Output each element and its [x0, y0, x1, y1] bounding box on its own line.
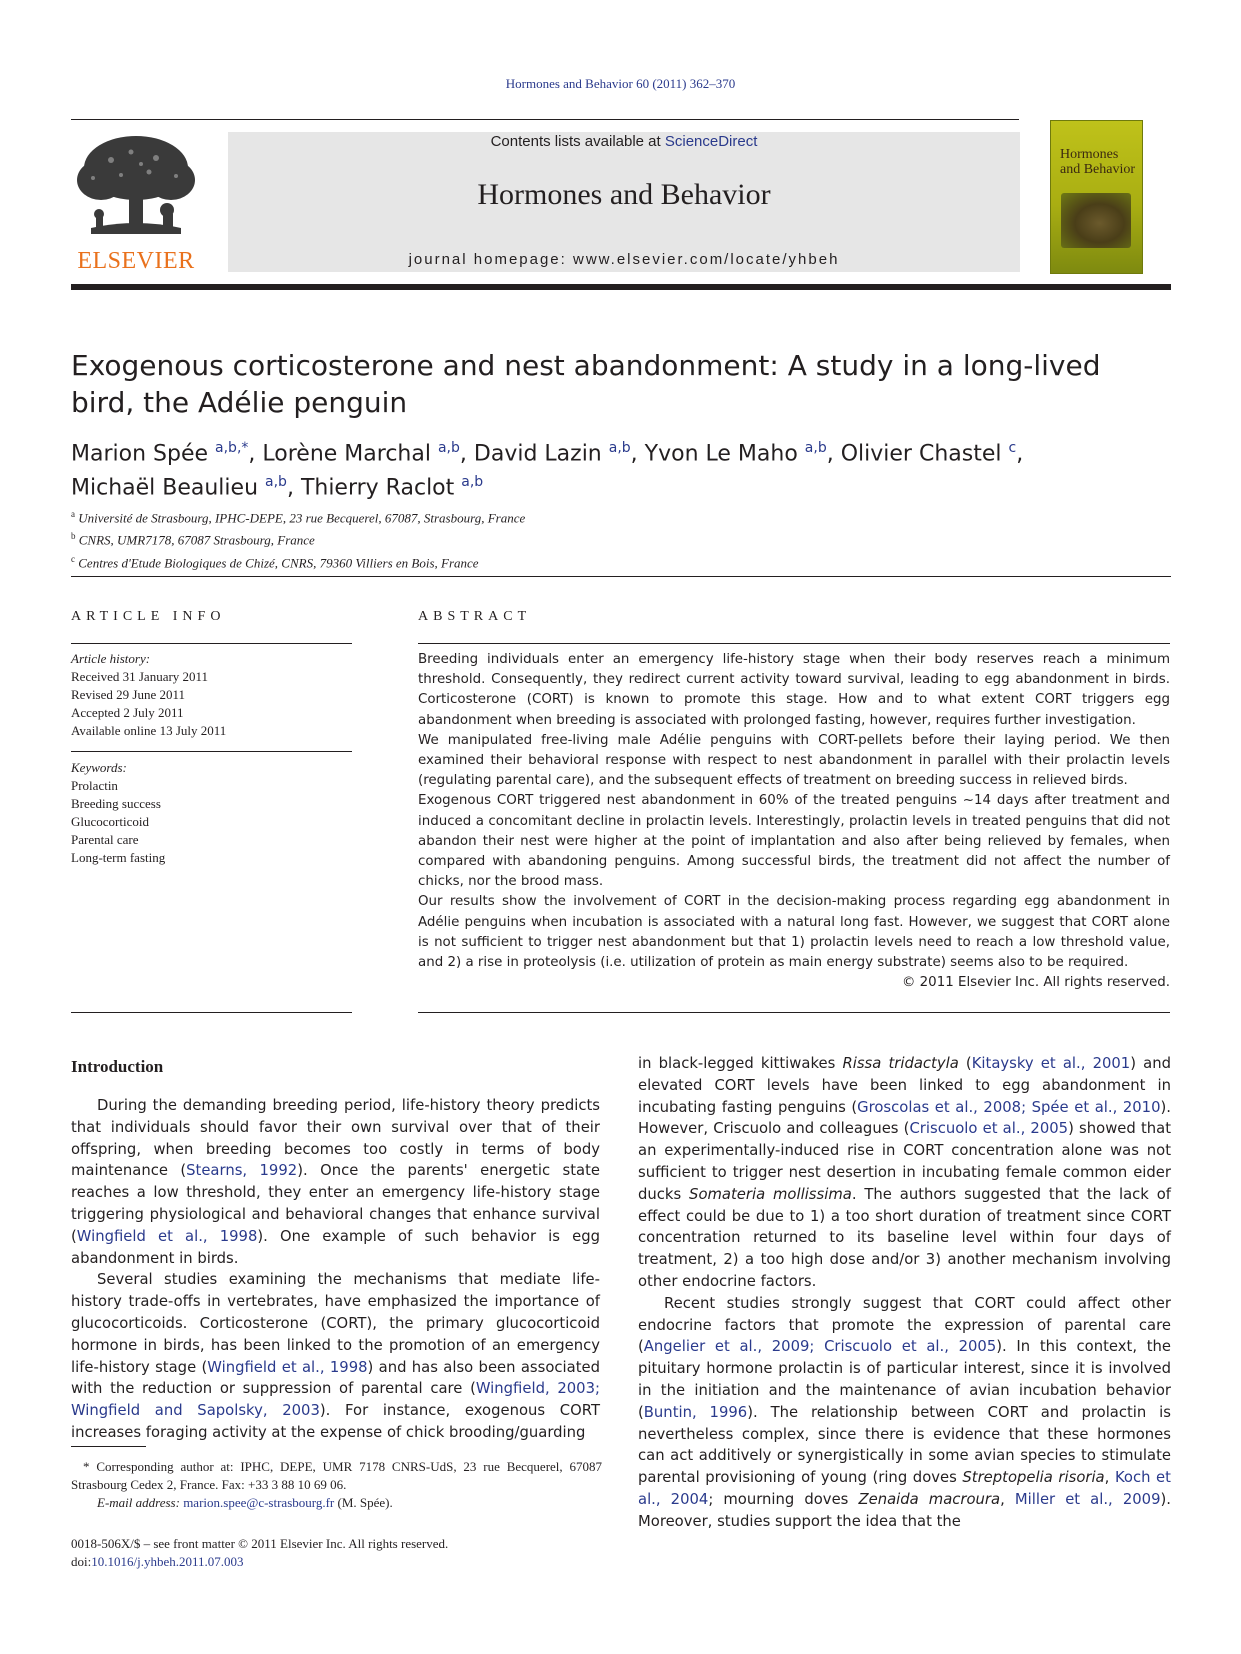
abstract-heading: ABSTRACT [418, 609, 532, 624]
elsevier-logo [71, 130, 201, 275]
author-name: Marion Spée [71, 441, 209, 467]
abstract-bottom-rule [418, 1012, 1170, 1013]
author-affiliation-mark[interactable]: a,b [265, 474, 287, 491]
affiliation-list [71, 505, 971, 572]
history-item: Accepted 2 July 2011 [71, 705, 184, 720]
history-item: Available online 13 July 2011 [71, 723, 227, 738]
citation-link[interactable]: Wingfield, 2003; Wingfield and Sapolsky, 2003 [71, 1380, 601, 1420]
body-paragraph: in black-legged kittiwakes Rissa tridactyla (Kitaysky et al., 2001) and elevated CORT levels have been linked to egg abandonment in incubating fasting penguins (Groscolas et al., 2008; Spée et al., 2010). However, Criscuolo and colleagues (Criscuolo et al., 2005) showed that an experimentally-induced rise in CORT concentration alone was not sufficient to trigger nest desertion in incubating female common eider ducks Somateria mollissima. The authors suggested that the lack of effect could be due to 1) a too short duration of treatment since CORT concentration returned to its baseline level within four days of treatment, 2) a too high dose and/or 3) another mechanism involving other endocrine factors. [638, 1055, 1172, 1290]
article-info [71, 650, 351, 740]
affiliation-divider [71, 576, 1171, 577]
citation-link[interactable]: Angelier et al., 2009; Criscuolo et al., 2005 [643, 1338, 997, 1356]
keyword-item: Long-term fasting [71, 850, 166, 865]
keywords-label: Keywords: [71, 760, 127, 775]
introduction-heading: Introduction [71, 1057, 164, 1076]
affiliation-item [71, 505, 971, 527]
paper-title: Exogenous corticosterone and nest abandonment: A study in a long-lived bird, the Adélie penguin [71, 349, 1101, 419]
cover-title-line2: and Behavior [1060, 162, 1136, 177]
doi-line: doi:10.1016/j.yhbeh.2011.07.003 [71, 1554, 244, 1569]
author-affiliation-mark[interactable]: a,b [437, 440, 460, 456]
elsevier-wordmark: ELSEVIER [77, 248, 195, 274]
species-name: Streptopelia risoria [962, 1469, 1105, 1487]
keywords-rule [71, 751, 352, 752]
affiliation-item [71, 550, 971, 572]
cover-title [1060, 147, 1135, 177]
citation-link[interactable]: Stearns, 1992 [186, 1162, 298, 1180]
header-bottom-rule [71, 284, 1171, 290]
author-affiliation-mark[interactable]: a,b,* [215, 440, 249, 456]
journal-cover-image [1050, 120, 1143, 274]
citation-link[interactable]: Buntin, 1996 [643, 1403, 748, 1421]
citation-link[interactable]: Criscuolo et al., 2005 [909, 1120, 1069, 1138]
abstract-body [418, 650, 1170, 993]
abstract-paragraph: Exogenous CORT triggered nest abandonment in 60% of the treated penguins ~14 days after treatment and induced a concomitant decline in prolactin levels. Interestingly, prolactin levels in treated penguins that did not abandon their nest were higher at the point of implantation and also after being relieved by females, when compared with abandoning penguins. Among successful birds, the treatment did not affect the number of chicks, nor the brood mass. [418, 793, 1170, 890]
history-label: Article history: [71, 651, 151, 666]
author-list: Marion Spée $^{a,b,*}$, Lorène Marchal $^{a,b}$, David Lazin $^{a,b}$, Yvon Le Maho $^{a,b}$, Olivier Chastel $^c$, Michaël Beaulieu $^{a,b}$, Thierry Raclot $^{a,b}$ [71, 440, 1024, 501]
author-affiliation-mark[interactable]: a,b [461, 474, 484, 491]
citation-link[interactable]: Koch et al., 2004 [638, 1469, 1171, 1508]
front-matter [71, 1535, 602, 1571]
author-name: Olivier Chastel [840, 441, 1002, 467]
corresponding-author-footnote [71, 1458, 602, 1512]
abstract-copyright: © 2011 Elsevier Inc. All rights reserved. [902, 975, 1170, 991]
abstract-paragraph: Our results show the involvement of CORT in the decision-making process regarding egg abandonment in Adélie penguins when incubation is associated with a natural long fast. However, we suggest that CORT alone is not sufficient to trigger nest abandonment but that 1) prolactin levels need to reach a low threshold value, and 2) a rise in proteolysis (i.e. utilization of protein as main energy substrate) seems also to be required. [418, 894, 1170, 971]
author-name: Yvon Le Maho [644, 441, 798, 467]
keyword-item: Breeding success [71, 796, 161, 811]
author-name: Lorène Marchal [262, 441, 431, 467]
abstract-rule [418, 643, 1170, 644]
author-affiliation-mark[interactable]: c [1008, 440, 1017, 456]
keyword-item: Glucocorticoid [71, 814, 149, 829]
species-name: Rissa tridactyla [842, 1055, 959, 1072]
author-name: David Lazin [473, 441, 602, 467]
author-name: Michaël Beaulieu [71, 475, 259, 501]
keywords-block [71, 759, 351, 867]
history-item: Received 31 January 2011 [71, 669, 209, 684]
affiliation-text: Centres d'Etude Biologiques de Chizé, CNRS, 79360 Villiers en Bois, France [78, 554, 479, 570]
affiliation-mark: c [71, 553, 75, 564]
abstract-paragraph: Breeding individuals enter an emergency life-history stage when their body reserves reach a minimum threshold. Consequently, they redirect current activity toward survival, leading to egg abandonment in birds. Corticosterone (CORT) is known to promote this stage. How and to what extent CORT triggers egg abandonment when breeding is associated with prolonged fasting, however, requires further investigation. [418, 652, 1170, 728]
affiliation-item [71, 527, 971, 549]
contents-line [228, 133, 1020, 150]
article-info-heading: ARTICLE INFO [71, 609, 226, 624]
citation-link[interactable]: Groscolas et al., 2008; Spée et al., 2010 [857, 1098, 1161, 1116]
journal-reference-link[interactable]: Hormones and Behavior 60 (2011) 362–370 [505, 76, 736, 91]
footnote-email: E-mail address: marion.spee@c-strasbourg.fr (M. Spée). [97, 1495, 393, 1510]
footnote-rule [71, 1446, 146, 1447]
doi-link[interactable]: 10.1016/j.yhbeh.2011.07.003 [91, 1554, 244, 1569]
cover-title-line1: Hormones [1060, 147, 1119, 162]
affiliation-text: Université de Strasbourg, IPHC-DEPE, 23 rue Becquerel, 67087, Strasbourg, France [78, 510, 526, 526]
abstract-paragraph: We manipulated free-living male Adélie penguins with CORT-pellets before their laying period. We then examined their behavioral response with respect to nest abandonment in parallel with their prolactin levels (regulating parental care), and the subsequent effects of treatment on breeding success in relieved birds. [418, 732, 1170, 789]
author-affiliation-mark[interactable]: a,b [608, 440, 631, 456]
species-name: Somateria mollissima [689, 1185, 852, 1203]
footnote-text: * Corresponding author at: IPHC, DEPE, UMR 7178 CNRS-UdS, 23 rue Becquerel, 67087 Strasbourg Cedex 2, France. Fax: +33 3 88 10 69 06. [71, 1459, 602, 1492]
body-paragraph: Several studies examining the mechanisms that mediate life-history trade-offs in vertebrates, have emphasized the importance of glucocorticoids. Corticosterone (CORT), the primary glucocorticoid hormone in birds, has been linked to the promotion of an emergency life-history stage (Wingfield et al., 1998) and has also been associated with the reduction or suppression of parental care (Wingfield, 2003; Wingfield and Sapolsky, 2003). For instance, exogenous CORT increases foraging activity at the expense of chick brooding/guarding [71, 1271, 601, 1441]
journal-title: Hormones and Behavior [477, 178, 771, 211]
elsevier-tree-icon [71, 130, 201, 245]
header-top-rule [71, 119, 1019, 120]
sciencedirect-link[interactable]: ScienceDirect [664, 133, 758, 150]
citation-link[interactable]: Kitaysky et al., 2001 [971, 1055, 1131, 1072]
citation-link[interactable]: Wingfield et al., 1998 [76, 1227, 258, 1245]
body-column-left [71, 1095, 600, 1444]
history-item: Revised 29 June 2011 [71, 687, 185, 702]
affiliation-mark: a [71, 509, 75, 519]
author-affiliation-mark[interactable]: a,b [804, 440, 827, 456]
citation-link[interactable]: Miller et al., 2009 [1014, 1490, 1161, 1508]
affiliation-text: CNRS, UMR7178, 67087 Strasbourg, France [78, 532, 315, 548]
citation-link[interactable]: Wingfield et al., 1998 [207, 1358, 368, 1376]
body-paragraph: During the demanding breeding period, life-history theory predicts that individuals should favor their own survival over that of their offspring, when breeding becomes too costly in terms of body maintenance (Stearns, 1992). Once the parents' energetic state reaches a low threshold, they enter an emergency life-history stage triggering physiological and behavioral changes that enhance survival (Wingfield et al., 1998). One example of such behavior is egg abandonment in birds. [71, 1097, 600, 1267]
keyword-item: Parental care [71, 832, 139, 847]
affiliation-mark: b [71, 531, 76, 542]
body-column-right [638, 1053, 1171, 1533]
body-paragraph: Recent studies strongly suggest that CORT could affect other endocrine factors that promote the expression of parental care (Angelier et al., 2009; Criscuolo et al., 2005). In this context, the pituitary hormone prolactin is of particular interest, since it is involved in the initiation and the maintenance of avian incubation behavior (Buntin, 1996). The relationship between CORT and prolactin is nevertheless complex, since there is evidence that these hormones can act additively or synergistically in some avian species to stimulate parental provisioning of young (ring doves Streptopelia risoria, Koch et al., 2004; mourning doves Zenaida macroura, Miller et al., 2009). Moreover, studies support the idea that the [638, 1294, 1171, 1530]
journal-homepage-link[interactable]: journal homepage: www.elsevier.com/locate/yhbeh [408, 251, 840, 268]
contents-prefix: Contents lists available at [490, 133, 665, 150]
article-info-rule [71, 643, 352, 644]
cover-photo [1061, 193, 1131, 248]
issn-line: 0018-506X/$ – see front matter © 2011 Elsevier Inc. All rights reserved. [71, 1536, 449, 1551]
info-bottom-rule [71, 1012, 352, 1013]
keyword-item: Prolactin [71, 778, 118, 793]
species-name: Zenaida macroura [858, 1490, 1001, 1508]
author-name: Thierry Raclot [300, 475, 455, 501]
email-link[interactable]: marion.spee@c-strasbourg.fr [183, 1495, 335, 1510]
